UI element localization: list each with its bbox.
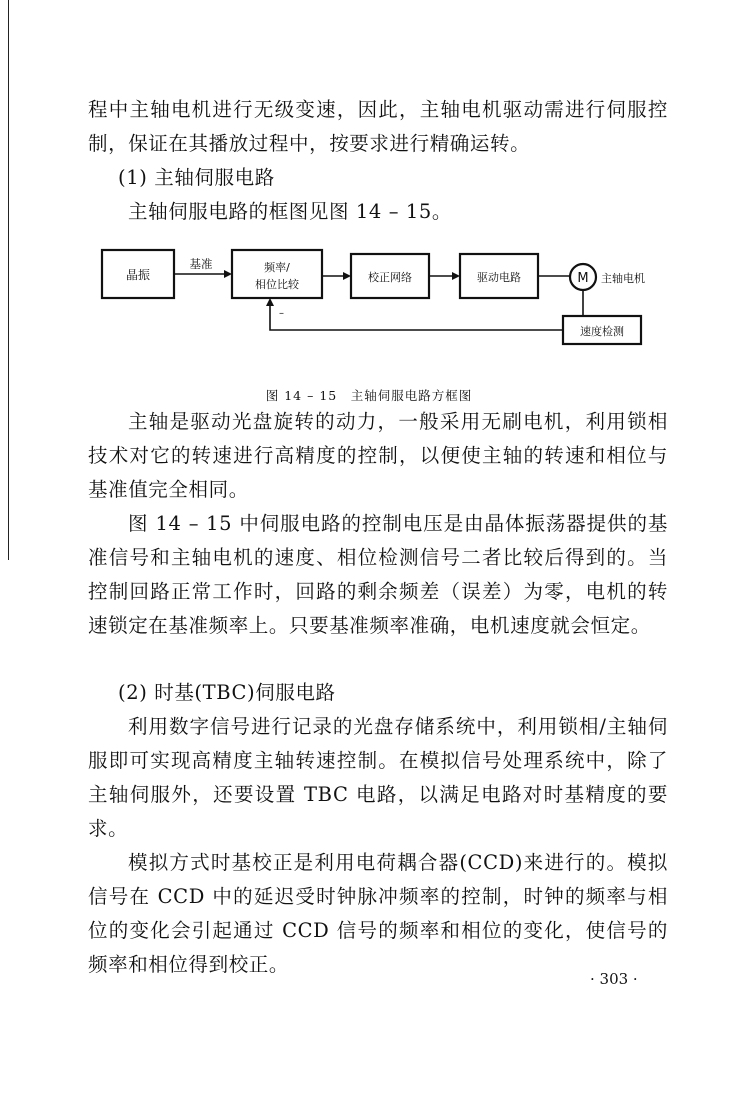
driver-arrow-icon: [452, 272, 460, 280]
feedback-wire: [270, 305, 563, 330]
ref-arrow-icon: [224, 270, 232, 278]
compare-label-line1: 频率/: [264, 261, 290, 274]
figure-caption: 图 14 – 15 主轴伺服电路方框图: [265, 388, 473, 403]
section-heading-spindle-servo: (1) 主轴伺服电路: [118, 166, 275, 189]
correction-label: 校正网络: [368, 271, 412, 284]
crystal-label: 晶振: [125, 268, 151, 282]
driver-label: 驱动电路: [477, 271, 521, 284]
paragraph-digital-storage: 利用数字信号进行记录的光盘存储系统中，利用锁相/主轴伺服即可实现高精度主轴转速控制。在模拟信号处理系统中，除了主轴伺服外，还要设置 TBC 电路，以满足电路对时基精度的要求。: [88, 715, 668, 840]
speed-detect-label: 速度检测: [580, 325, 624, 338]
paragraph-control-voltage: 图 14 – 15 中伺服电路的控制电压是由晶体振荡器提供的基准信号和主轴电机的速度、相位检测信号二者比较后得到的。当控制回路正常工作时，回路的剩余频差（误差）为零，电机的转速锁定在基准频率上。只要基准频率准确，电机速度就会恒定。: [88, 512, 668, 637]
compare-label-line2: 相位比较: [255, 278, 299, 291]
reference-label: 基准: [189, 257, 213, 271]
motor-label: 主轴电机: [601, 272, 645, 285]
paragraph-figure-intro: 主轴伺服电路的框图见图 14 – 15。: [128, 200, 452, 223]
paragraph-spindle-drive: 主轴是驱动光盘旋转的动力，一般采用无刷电机，利用锁相技术对它的转速进行高精度的控制，以便使主轴的转速和相位与基准值完全相同。: [88, 410, 668, 501]
paragraph-continued: 程中主轴电机进行无级变速，因此，主轴电机驱动需进行伺服控制，保证在其播放过程中，按要求进行精确运转。: [88, 98, 668, 155]
spindle-servo-block-diagram: [95, 240, 675, 360]
motor-symbol: M: [577, 271, 589, 286]
page-edge-line: [8, 0, 9, 560]
feedback-arrow-icon: [266, 298, 274, 306]
page-number: · 303 ·: [590, 970, 638, 988]
section-heading-tbc-servo: (2) 时基(TBC)伺服电路: [118, 681, 336, 704]
feedback-minus-sign: –: [279, 308, 284, 319]
paragraph-ccd-correction: 模拟方式时基校正是利用电荷耦合器(CCD)来进行的。模拟信号在 CCD 中的延迟受时钟脉冲频率的控制，时钟的频率与相位的变化会引起通过 CCD 信号的频率和相位的变化，使信号的频率和相位得到校正。: [88, 851, 668, 976]
correction-arrow-icon: [343, 272, 351, 280]
